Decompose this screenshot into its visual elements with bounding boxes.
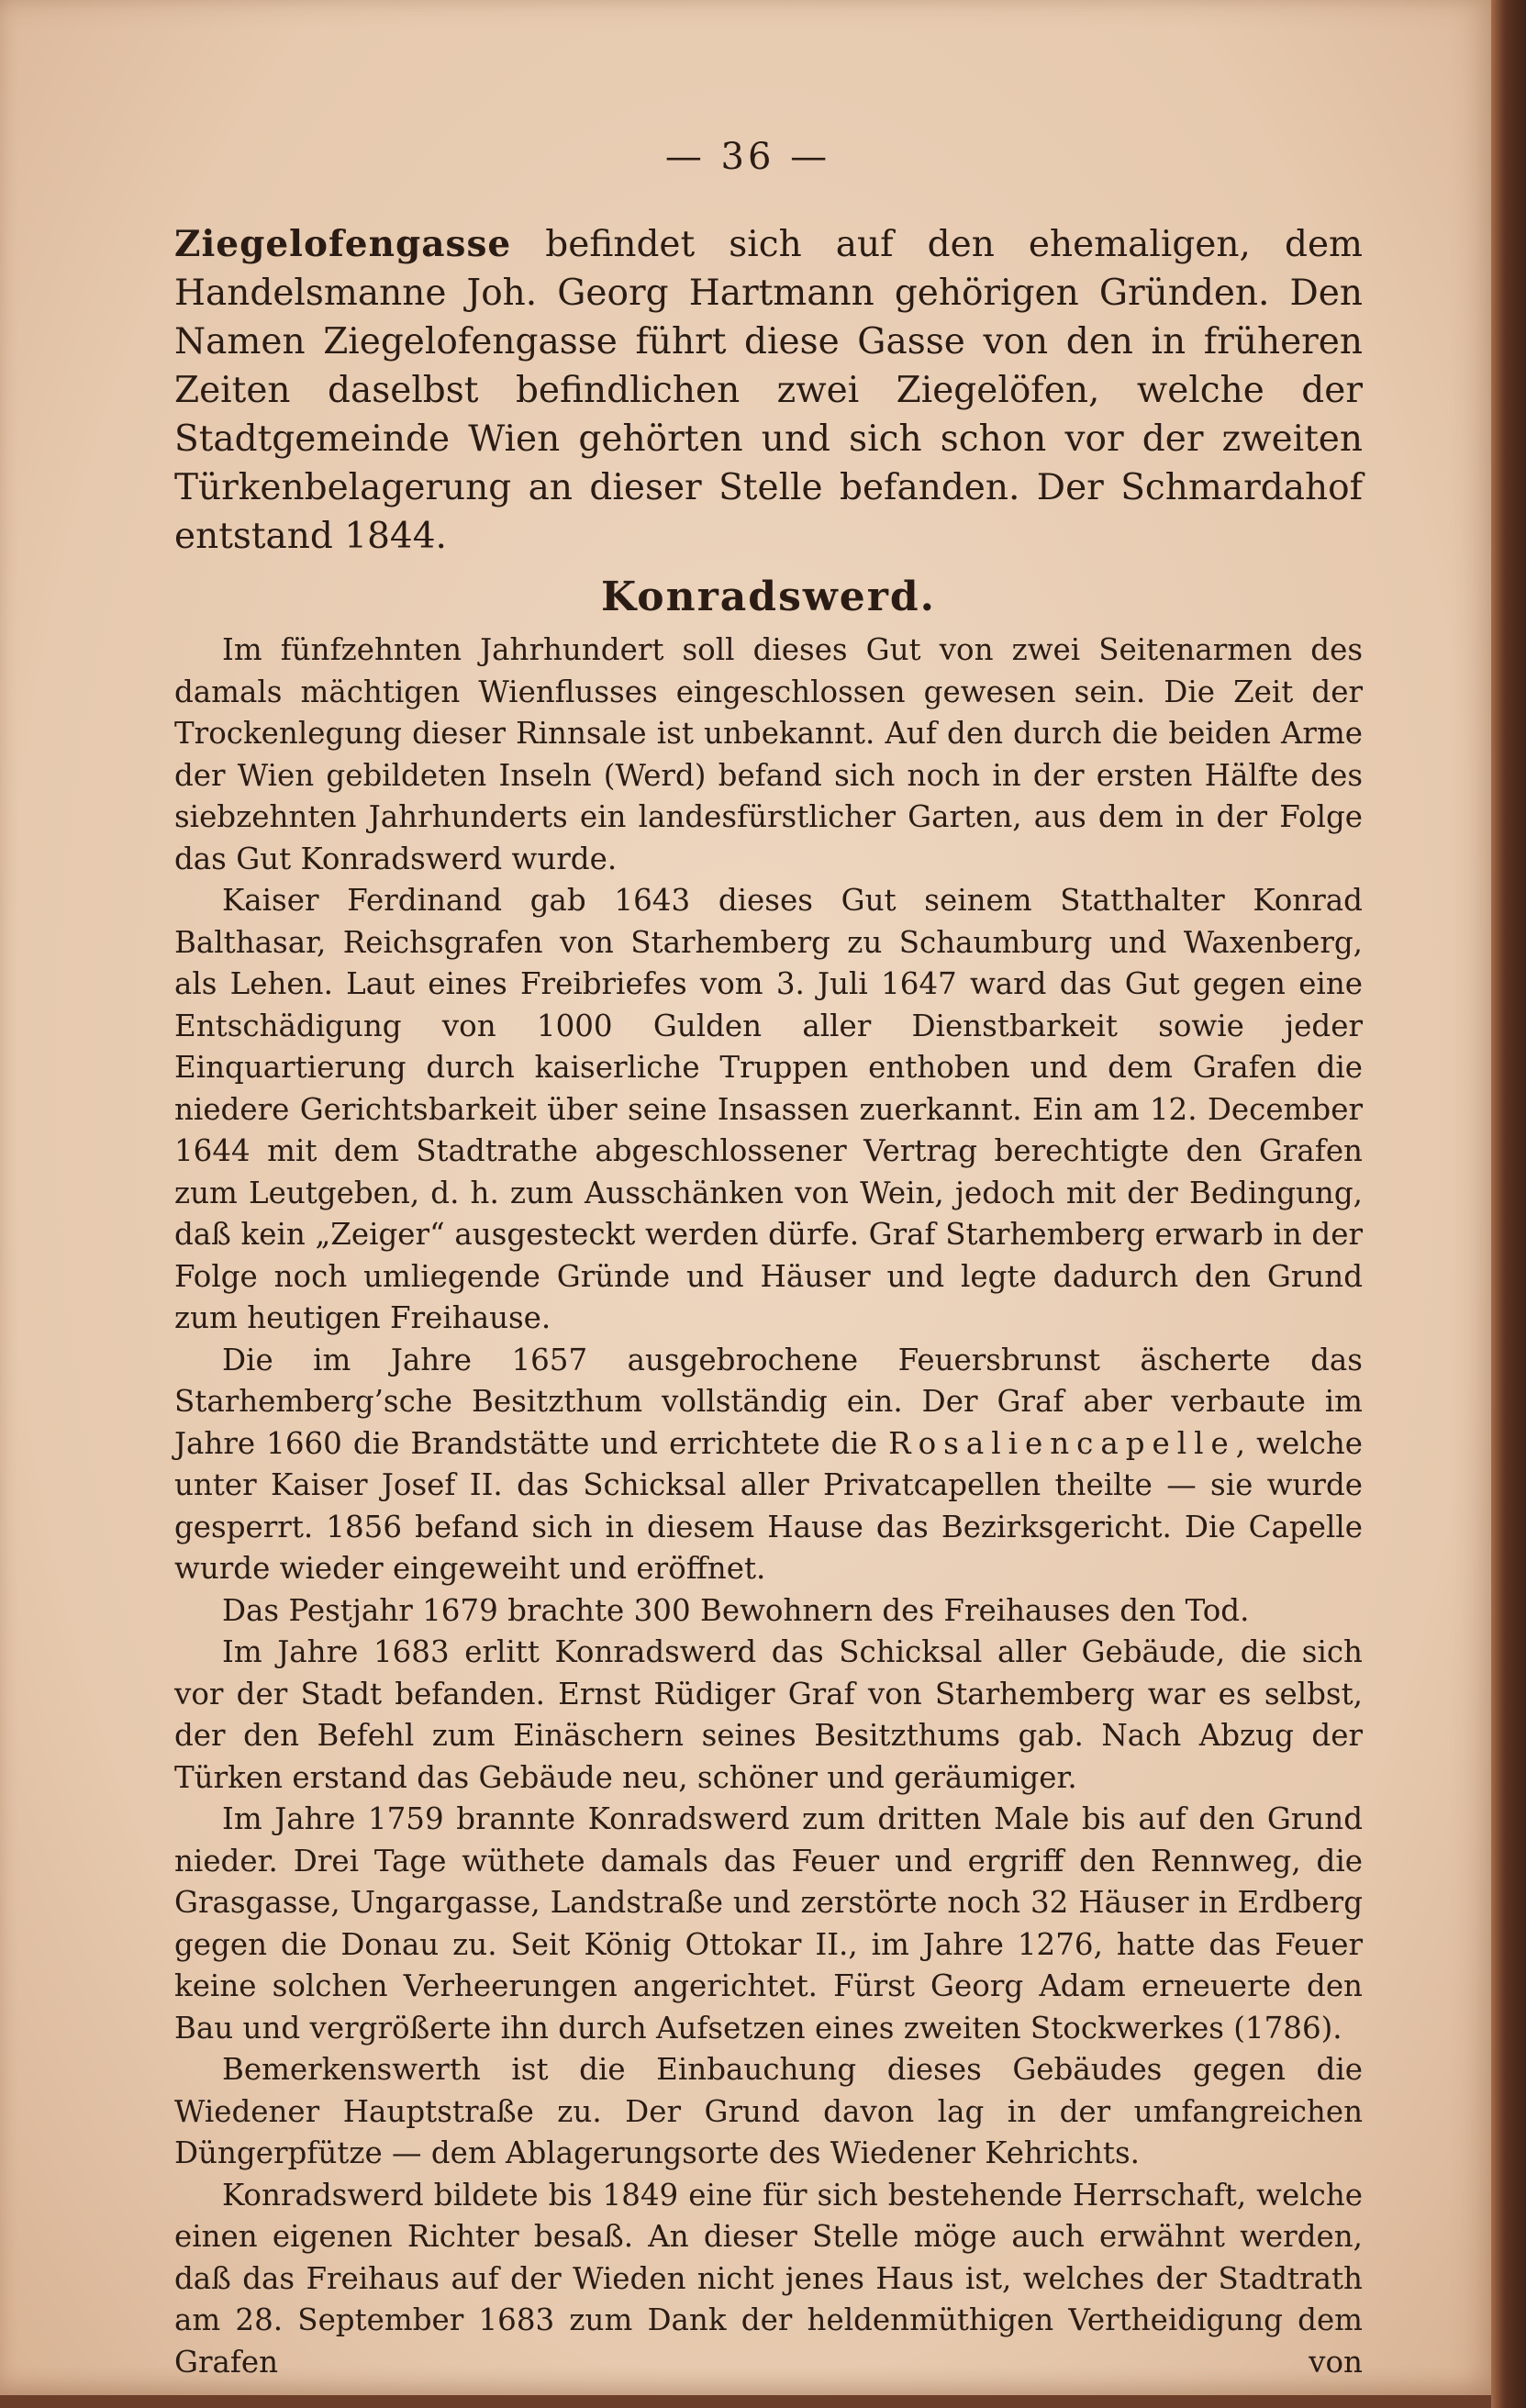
spaced-term: Rosaliencapelle (888, 1425, 1236, 1461)
intro-paragraph (174, 220, 1363, 561)
book-spine (1491, 0, 1526, 2408)
paragraph: Bemerkenswerth ist die Einbauchung dieses Gebäudes gegen die Wiedener Hauptstraße zu. Der Grund davon lag in der umfangreichen Düngerpfütze — dem Ablagerungsorte des Wiedener Kehrichts. (174, 2052, 1363, 2170)
fire-text-before: Die im Jahre 1657 ausgebrochene Feuersbrunst äscherte das Starhemberg’sche Besitzthum vollständig ein. Der Graf aber verbaute im Jahre 1660 die Brandstätte und errichtete die (174, 1342, 1363, 1461)
paragraph-fire (174, 1340, 1363, 1590)
paragraph: Im Jahre 1759 brannte Konradswerd zum dritten Male bis auf den Grund nieder. Drei Tage wüthete damals das Feuer und ergriff den Rennweg, die Grasgasse, Ungargasse, Landstraße und zerstörte noch 32 Häuser in Erdberg gegen die Donau zu. Seit König Ottokar II., im Jahre 1276, hatte das Feuer keine solchen Verheerungen angerichtet. Fürst Georg Adam erneuerte den Bau und vergrößerte ihn durch Aufsetzen eines zweiten Stockwerkes (1786). (174, 1801, 1363, 2046)
intro-text: befindet sich auf den ehemaligen, dem Handelsmanne Joh. Georg Hartmann gehörigen Gründen. Den Namen Ziegelofengasse führt diese Gasse von den in früheren Zeiten daselbst befindlichen zwei Ziegelöfen, welche der Stadtgemeinde Wien gehörten und sich schon vor der zweiten Türkenbelagerung an dieser Stelle befanden. Der Schmardahof entstand 1844. (174, 224, 1363, 557)
paragraph: Konradswerd bildete bis 1849 eine für sich bestehende Herrschaft, welche einen eigenen Richter besaß. An dieser Stelle möge auch erwähnt werden, daß das Freihaus auf der Wieden nicht jenes Haus ist, welches der Stadtrath am 28. September 1683 zum Dank der heldenmüthigen Vertheidigung dem Grafen von (174, 2177, 1363, 2380)
paragraph: Im Jahre 1683 erlitt Konradswerd das Schicksal aller Gebäude, die sich vor der Stadt befanden. Ernst Rüdiger Graf von Starhemberg war es selbst, der den Befehl zum Einäschern seines Besitzthums gab. Nach Abzug der Türken erstand das Gebäude neu, schöner und geräumiger. (174, 1634, 1363, 1795)
paragraph: Im fünfzehnten Jahrhundert soll dieses Gut von zwei Seitenarmen des damals mächtigen Wienflusses eingeschlossen gewesen sein. Die Zeit der Trockenlegung dieser Rinnsale ist unbekannt. Auf den durch die beiden Arme der Wien gebildeten Inseln (Werd) befand sich noch in der ersten Hälfte des siebzehnten Jahrhunderts ein landesfürstlicher Garten, aus dem in der Folge das Gut Konradswerd wurde. (174, 632, 1363, 876)
page-number: — 36 — (664, 136, 831, 178)
intro-term: Ziegelofengasse (174, 223, 512, 265)
paragraph: Das Pestjahr 1679 brachte 300 Bewohnern des Freihauses den Tod. (222, 1592, 1250, 1628)
fire-text-after: , welche unter Kaiser Josef II. das Schicksal aller Privatcapellen theilte — sie wurde gesperrt. 1856 befand sich in diesem Hause das Bezirksgericht. Die Capelle wurde wieder eingeweiht und eröffnet. (174, 1425, 1363, 1586)
section-heading: Konradswerd. (601, 574, 936, 620)
paragraph: Kaiser Ferdinand gab 1643 dieses Gut seinem Statthalter Konrad Balthasar, Reichsgrafen von Starhemberg zu Schaumburg und Waxenberg, als Lehen. Laut eines Freibriefes vom 3. Juli 1647 ward das Gut gegen eine Entschädigung von 1000 Gulden aller Dienstbarkeit sowie jeder Einquartierung durch kaiserliche Truppen enthoben und dem Grafen die niedere Gerichtsbarkeit über seine Insassen zuerkannt. Ein am 12. December 1644 mit dem Stadtrathe abgeschlossener Vertrag berechtigte den Grafen zum Leutgeben, d. h. zum Ausschänken von Wein, jedoch mit der Bedingung, daß kein „Zeiger“ ausgesteckt werden dürfe. Graf Starhemberg erwarb in der Folge noch umliegende Gründe und Häuser und legte dadurch den Grund zum heutigen Freihause. (174, 883, 1363, 1335)
text-body (174, 220, 1363, 2383)
